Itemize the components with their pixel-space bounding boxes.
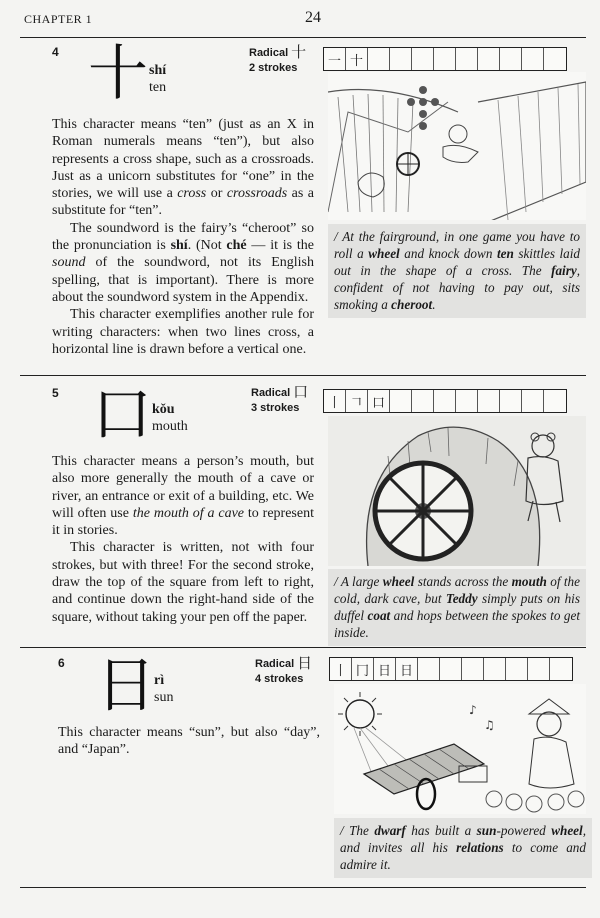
- caption-run: ten: [496, 246, 514, 261]
- cave-wheel-illustration: [328, 416, 586, 566]
- entry-number: 4: [52, 45, 59, 59]
- caption-run: has built a: [405, 823, 477, 838]
- stroke-cell: 日: [374, 658, 396, 680]
- illustration-caption: [328, 569, 586, 646]
- caption-run: skittles laid out in the shape of a cross. The: [334, 246, 580, 278]
- caption-run: , confident of not having to pay out, sits smoking a: [334, 263, 580, 312]
- sun-wheel-illustration: [334, 684, 586, 814]
- caption-run: Teddy: [445, 591, 478, 606]
- entry-text: [52, 453, 314, 626]
- chapter-heading: CHAPTER 1: [24, 12, 93, 26]
- caption-run: to come and admire it.: [340, 840, 586, 872]
- main-character: 口: [92, 380, 152, 450]
- text-run: This character exemplifies another rule for writing characters: when two lines cross, a horizontal line is drawn before a vertical one.: [52, 307, 314, 357]
- caption-run: cheroot: [391, 297, 433, 312]
- text-run: This character means “sun”, but also “day”, and “Japan”.: [58, 725, 320, 758]
- text-run: . (Not: [187, 238, 227, 254]
- illustration-caption: [328, 224, 586, 318]
- page-number: 24: [305, 9, 321, 26]
- stroke-cell: [368, 48, 390, 70]
- caption-run: / A large: [334, 574, 383, 589]
- stroke-cell: [484, 658, 506, 680]
- text-run: This character is written, not with four strokes, but with three! For the second stroke, draw the top of the square from left to right, and continue down the right-hand side of the square, without taking your pen off the paper.: [52, 540, 314, 625]
- stroke-cell: [528, 658, 550, 680]
- text-run: sound: [52, 255, 86, 271]
- paragraph: [52, 220, 314, 306]
- stroke-cell: 丨: [324, 390, 346, 412]
- radical-label: Radical: [251, 387, 291, 399]
- entry-number: 5: [52, 386, 59, 400]
- entry-divider: [20, 375, 586, 376]
- caption-run: / At the fairground, in one game you have to roll a: [334, 229, 580, 261]
- stroke-cell: [412, 48, 434, 70]
- caption-run: .: [432, 297, 436, 312]
- entry-divider: [20, 647, 586, 648]
- stroke-cell: [544, 48, 566, 70]
- footer-rule: [20, 887, 586, 888]
- paragraph: [52, 453, 314, 539]
- stroke-order-grid: [323, 389, 567, 413]
- meaning: sun: [154, 690, 174, 705]
- stroke-cell: [522, 390, 544, 412]
- main-character: 日: [96, 651, 156, 721]
- stroke-cell: [418, 658, 440, 680]
- entry-text: [58, 724, 320, 759]
- paragraph: [52, 116, 314, 220]
- stroke-cell: [440, 658, 462, 680]
- caption-run: wheel: [382, 574, 415, 589]
- caption-run: stands across the: [414, 574, 512, 589]
- stroke-cell: [434, 48, 456, 70]
- text-run: crossroads: [226, 186, 288, 202]
- stroke-cell: 十: [346, 48, 368, 70]
- caption-run: wheel: [368, 246, 400, 261]
- stroke-count: 4 strokes: [255, 673, 304, 685]
- stroke-cell: [506, 658, 528, 680]
- text-run: — it is the: [246, 238, 314, 254]
- text-run: to represent it in stories.: [52, 505, 314, 539]
- header-rule: [20, 37, 586, 38]
- caption-run: / The: [340, 823, 375, 838]
- stroke-cell: [462, 658, 484, 680]
- stroke-cell: 口: [368, 390, 390, 412]
- radical-label: Radical: [255, 658, 295, 670]
- caption-run: fairy: [551, 263, 577, 278]
- text-run: or: [206, 186, 227, 202]
- stroke-count: 2 strokes: [249, 62, 298, 74]
- paragraph: [52, 306, 314, 358]
- stroke-cell: 日: [396, 658, 418, 680]
- text-run: of the soundword, not its English spelling, that is important). There is more about the soundword system in the Appendix.: [52, 255, 314, 305]
- text-run: The soundword is the fairy’s “cheroot” so the pronunciation is: [52, 220, 314, 254]
- radical-char: 日: [297, 654, 313, 672]
- radical-char: 十: [291, 43, 307, 61]
- text-run: ché: [226, 238, 247, 254]
- stroke-cell: [390, 390, 412, 412]
- caption-run: sun: [476, 823, 497, 838]
- radical-char: 口: [293, 383, 309, 401]
- caption-run: and hops between the spokes to get inside.: [334, 608, 580, 640]
- caption-run: simply puts on his duffel: [334, 591, 580, 623]
- stroke-cell: [550, 658, 572, 680]
- stroke-cell: 丨: [330, 658, 352, 680]
- stroke-cell: [500, 48, 522, 70]
- text-run: shí: [170, 238, 188, 254]
- fairground-illustration: [328, 72, 586, 220]
- paragraph: [58, 724, 320, 759]
- caption-run: relations: [456, 840, 504, 855]
- pinyin: rì: [154, 673, 165, 688]
- caption-run: mouth: [511, 574, 547, 589]
- pinyin: kǒu: [152, 402, 175, 417]
- meaning: mouth: [152, 419, 188, 434]
- stroke-cell: 冂: [352, 658, 374, 680]
- stroke-count: 3 strokes: [251, 402, 300, 414]
- text-run: as a substitute for “ten”.: [52, 186, 314, 219]
- caption-run: , and invites all his: [340, 823, 587, 855]
- text-run: cross: [177, 186, 207, 202]
- text-run: This character means “ten” (just as an X in Roman numerals means “ten”), but also represents a cross shape, such as a crossroads. Just as a unicorn substitutes for “one” in the stories, we will use a: [52, 117, 314, 202]
- stroke-cell: [478, 48, 500, 70]
- stroke-cell: [434, 390, 456, 412]
- stroke-cell: [412, 390, 434, 412]
- svg-text:♫: ♫: [484, 718, 495, 732]
- radical-info: [249, 45, 306, 76]
- stroke-cell: [390, 48, 412, 70]
- stroke-order-grid: [323, 47, 567, 71]
- text-run: the mouth of a cave: [132, 505, 245, 521]
- stroke-cell: [500, 390, 522, 412]
- caption-run: -powered: [496, 823, 552, 838]
- entry-text: [52, 116, 314, 358]
- caption-run: of the cold, dark cave, but: [334, 574, 580, 606]
- caption-run: coat: [367, 608, 391, 623]
- stroke-cell: [544, 390, 566, 412]
- main-character: 十: [88, 39, 148, 109]
- meaning: ten: [149, 80, 167, 95]
- stroke-cell: 一: [324, 48, 346, 70]
- entry-number: 6: [58, 656, 65, 670]
- pinyin: shí: [149, 63, 167, 78]
- svg-text:♪: ♪: [469, 703, 477, 717]
- text-run: This character means a person’s mouth, but also more generally the mouth of a cave or river, an entrance or exit of a building, etc. We will often use: [52, 454, 314, 521]
- stroke-cell: [456, 48, 478, 70]
- illustration-caption: [334, 818, 592, 878]
- radical-info: [251, 385, 308, 416]
- stroke-cell: [456, 390, 478, 412]
- paragraph: [52, 539, 314, 625]
- stroke-cell: [522, 48, 544, 70]
- caption-run: and knock down: [399, 246, 497, 261]
- caption-run: dwarf: [374, 823, 406, 838]
- radical-info: [255, 656, 312, 687]
- stroke-cell: 𠃍: [346, 390, 368, 412]
- radical-label: Radical: [249, 47, 289, 59]
- caption-run: wheel: [551, 823, 583, 838]
- stroke-order-grid: [329, 657, 573, 681]
- stroke-cell: [478, 390, 500, 412]
